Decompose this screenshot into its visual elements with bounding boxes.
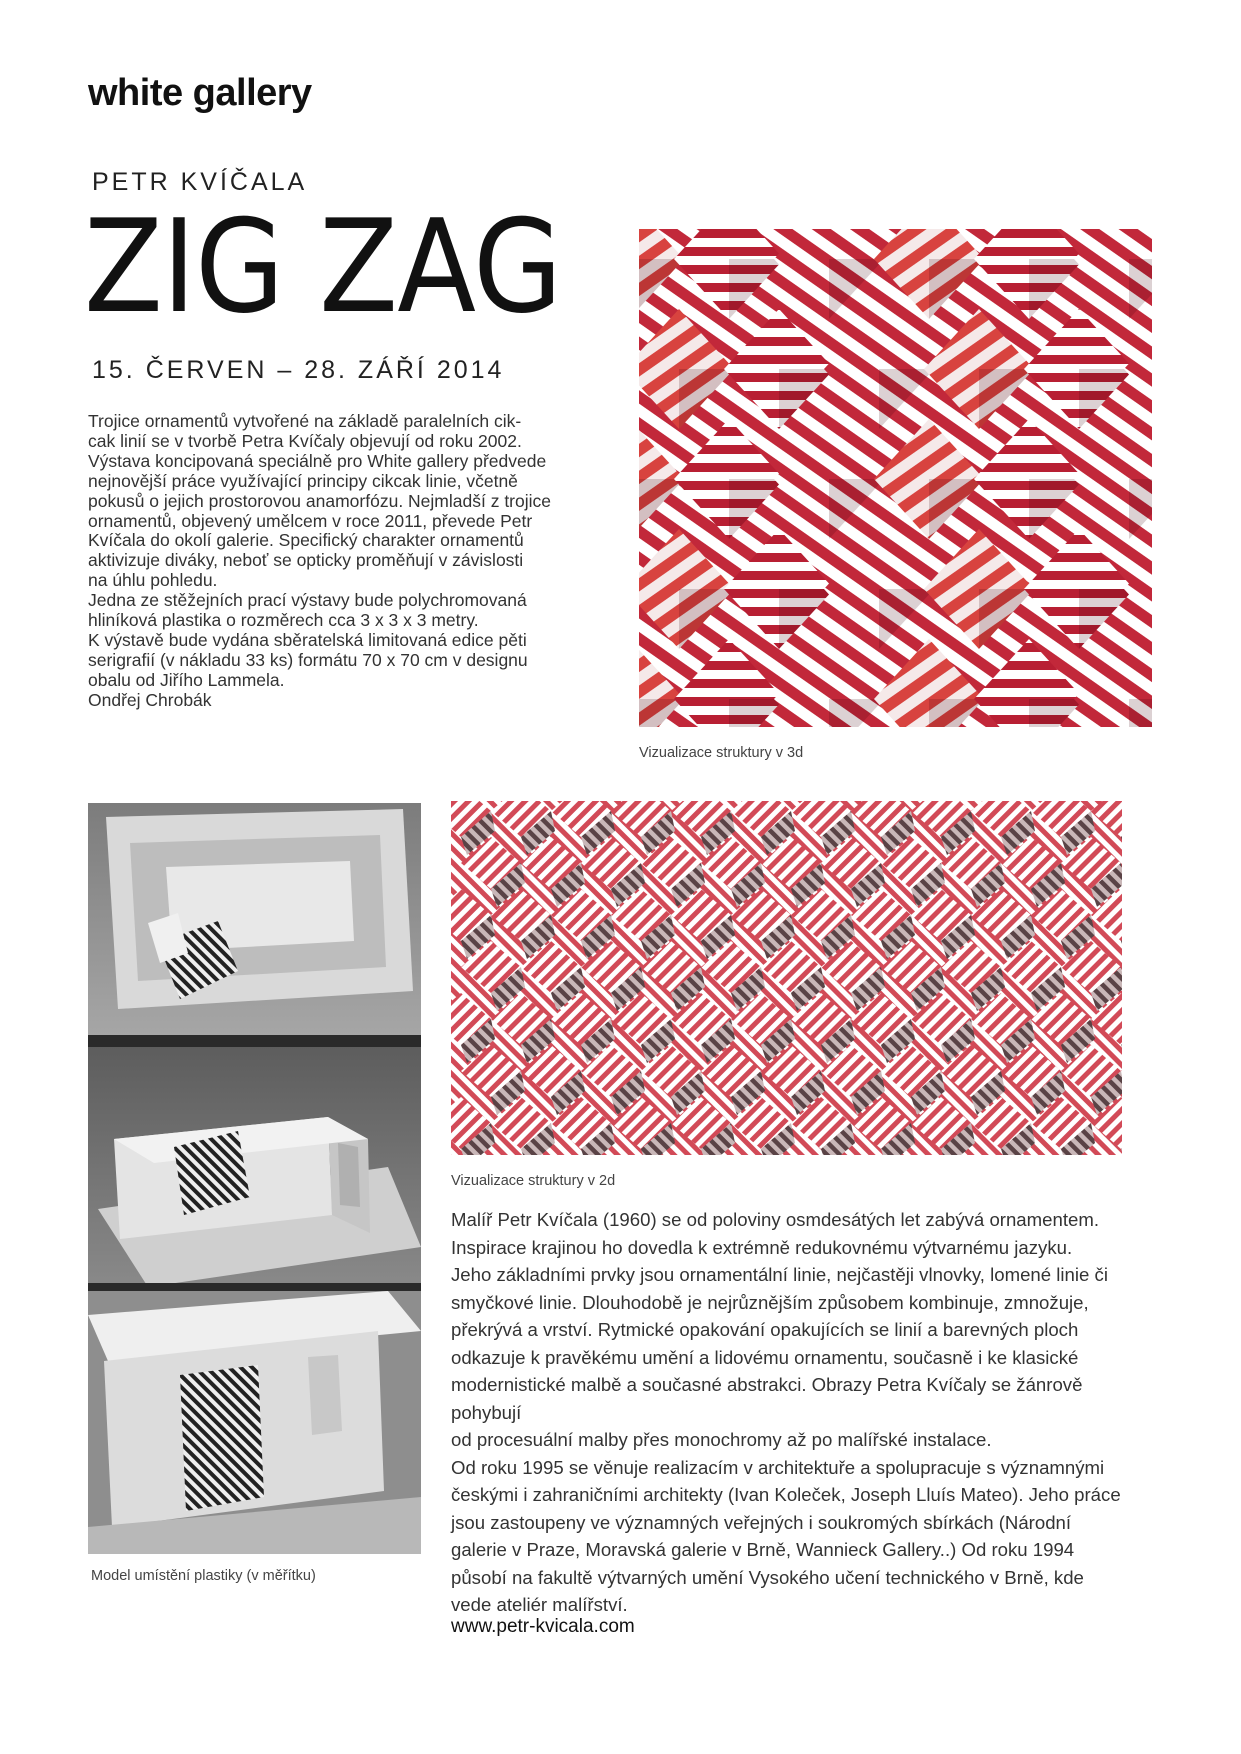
intro-line: hliníková plastika o rozměrech cca 3 x 3 x 3 metry. [88,610,479,631]
exhibition-dates: 15. ČERVEN – 28. ZÁŘÍ 2014 [92,356,505,384]
bio-line: galerie v Praze, Moravská galerie v Brně, Wannieck Gallery..) Od roku 1994 [451,1539,1075,1560]
artist-name: PETR KVÍČALA [92,168,308,196]
bio-line: vede ateliér malířství. [451,1594,628,1615]
intro-line: pokusů o jejich prostorovou anamorfózu. Nejmladší z trojice [88,490,551,511]
intro-line: Trojice ornamentů vytvořené na základě paralelních cik- [88,411,522,431]
intro-line: Jedna ze stěžejních prací výstavy bude polychromovaná [88,590,527,611]
artist-bio [451,1206,1156,1619]
bio-line: odkazuje k pravěkému umění a lidovému ornamentu, současně i ke klasické [451,1346,1079,1368]
model-photo-middle [88,1047,421,1291]
bio-line: působí na fakultě výtvarných umění Vysokého učení technického v Brně, kde [451,1566,1084,1588]
bio-line: Od roku 1995 se věnuje realizacím v architektuře a spolupracuje s významnými [451,1456,1105,1478]
zigzag-3d-pattern [639,229,1152,727]
model-photo-bottom [88,1291,421,1554]
intro-line: nejnovější práce využívající principy cikcak linie, včetně [88,470,518,491]
bio-line: českými i zahraničními architekty (Ivan Koleček, Joseph Lluís Mateo). Jeho práce [451,1484,1121,1505]
intro-line: Výstava koncipovaná speciálně pro White gallery předvede [88,450,547,471]
intro-line: K výstavě bude vydána sběratelská limitovaná edice pěti [88,629,527,650]
model-photo-top [88,803,421,1047]
photo-model-stack [88,803,421,1554]
bio-line: Inspirace krajinou ho dovedla k extrémně redukovnému výtvarnému jazyku. [451,1236,1073,1258]
bio-line: pohybují [451,1401,522,1423]
bio-line: překrývá a vrství. Rytmické opakování opakujících se linií a barevných ploch [451,1319,1079,1340]
intro-author: Ondřej Chrobák [88,689,212,710]
intro-line: aktivizuje diváky, neboť se opticky proměňují v závislosti [88,550,524,571]
bio-line: Jeho základními prvky jsou ornamentální linie, nejčastěji vlnovky, lomené linie či [451,1264,1108,1285]
intro-line: na úhlu pohledu. [88,570,218,591]
artist-website-link[interactable]: www.petr-kvicala.com [451,1616,635,1637]
intro-line: cak linií se v tvorbě Petra Kvíčaly objevují od roku 2002. [88,430,522,451]
intro-line: Kvíčala do okolí galerie. Specifický charakter ornamentů [88,530,524,551]
bio-line: jsou zastoupeny ve významných veřejných i soukromých sbírkách (Národní [451,1511,1072,1533]
intro-line: obalu od Jiřího Lammela. [88,669,285,690]
exhibition-title: ZIG ZAG [84,193,562,342]
model-photos [88,803,421,1554]
intro-text [88,412,618,711]
caption-3d: Vizualizace struktury v 3d [639,745,804,761]
caption-2d: Vizualizace struktury v 2d [451,1173,616,1189]
intro-line: ornamentů, objevený umělcem v roce 2011, převede Petr [88,510,533,531]
caption-model: Model umístění plastiky (v měřítku) [91,1568,316,1584]
photo-2d-visualization [451,801,1122,1155]
bio-line: Malíř Petr Kvíčala (1960) se od poloviny osmdesátých let zabývá ornamentem. [451,1209,1099,1230]
bio-line: smyčkové linie. Dlouhodobě je nejrůznějším způsobem kombinuje, zmnožuje, [451,1291,1089,1313]
bio-line: od procesuální malby přes monochromy až po malířské instalace. [451,1429,992,1450]
pattern-shadow [1129,699,1152,727]
zigzag-2d-pattern [451,801,1122,1155]
gallery-logo: white gallery [88,72,312,114]
photo-3d-visualization [639,229,1152,727]
bio-line: modernistické malbě a současné abstrakci. Obrazy Petra Kvíčaly se žánrově [451,1374,1083,1395]
intro-line: serigrafií (v nákladu 33 ks) formátu 70 x 70 cm v designu [88,649,528,670]
